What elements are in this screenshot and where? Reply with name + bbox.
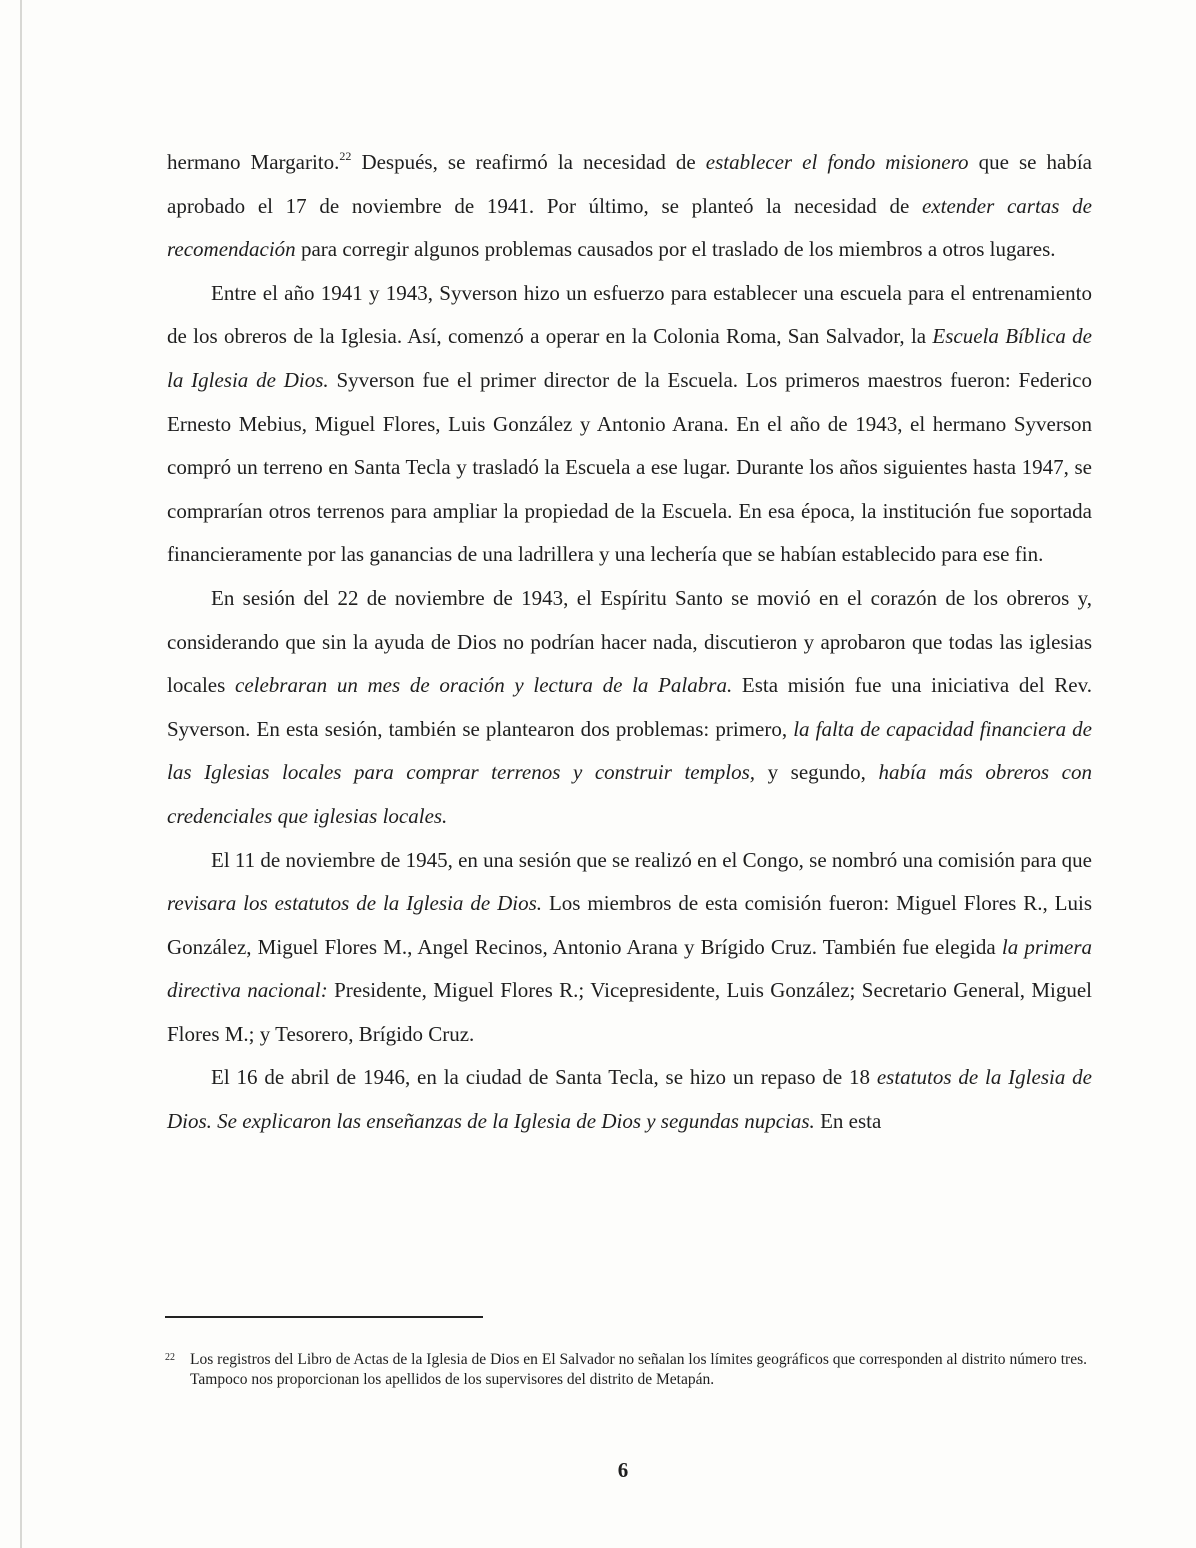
footnote-separator — [165, 1316, 483, 1318]
body-paragraph — [167, 577, 1092, 839]
paragraph-text: El 11 de noviembre de 1945, en una sesión que se realizó en el Congo, se nombró una comisión para que — [211, 847, 1092, 872]
paragraph-text: para corregir algunos problemas causados por el traslado de los miembros a otros lugares. — [295, 237, 1056, 262]
paragraph-text: Esta misión fue una iniciativa del Rev. Syverson. En esta sesión, también se plantearon dos problemas: primero, — [167, 673, 1092, 741]
footnote-marker: 22 — [165, 1352, 175, 1363]
emphasized-text: revisara los estatutos de la Iglesia de Dios. — [167, 891, 543, 916]
emphasized-text: extender cartas de recomendación — [167, 193, 1092, 262]
page-number: 6 — [617, 1458, 629, 1482]
body-paragraph — [167, 141, 1092, 272]
paragraph-text: Después, se reafirmó la necesidad de — [351, 150, 706, 174]
paragraph-text: El 16 de abril de 1946, en la ciudad de Santa Tecla, se hizo un repaso de 18 — [211, 1065, 877, 1090]
body-paragraph — [167, 839, 1092, 1057]
footnote-text: Los registros del Libro de Actas de la Iglesia de Dios en El Salvador no señalan los límites geográficos que corresponden al distrito número tres. Tampoco nos proporcionan los apellidos de los supervisores del distrito de Metapán. — [190, 1351, 1087, 1388]
emphasized-text: había más obreros con credenciales que iglesias locales. — [167, 760, 1092, 828]
emphasized-text: Escuela Bíblica de la Iglesia de Dios. — [167, 324, 1092, 392]
paragraph-text: hermano Margarito. — [167, 150, 340, 174]
paragraph-text: que se había aprobado el 17 de noviembre de 1941. Por último, se planteó la necesidad de — [167, 150, 1093, 218]
body-paragraph — [167, 1056, 1092, 1143]
emphasized-text: celebraran un mes de oración y lectura de la Palabra. — [235, 673, 733, 698]
emphasized-text: la falta de capacidad financiera de las Iglesias locales para comprar terrenos y construir templos, — [167, 716, 1092, 785]
page-body — [167, 141, 1092, 1144]
footnote — [165, 1350, 1087, 1390]
paragraph-text: Entre el año 1941 y 1943, Syverson hizo un esfuerzo para establecer una escuela para el entrenamiento de los obreros de la Iglesia. Así, comenzó a operar en la Colonia Roma, San Salvador, la — [167, 280, 1092, 349]
body-paragraph — [167, 272, 1092, 577]
paragraph-text: Presidente, Miguel Flores R.; Vicepresidente, Luis González; Secretario General, Miguel Flores M.; y Tesorero, Brígido Cruz. — [167, 978, 1093, 1046]
emphasized-text: establecer el fondo misionero — [705, 150, 969, 174]
paragraph-text: y segundo, — [755, 760, 879, 785]
paragraph-text: Los miembros de esta comisión fueron: Miguel Flores R., Luis González, Miguel Flores M., Angel Recinos, Antonio Arana y Brígido Cruz. También fue elegida — [167, 891, 1092, 959]
emphasized-text: estatutos de la Iglesia de Dios. Se explicaron las enseñanzas de la Iglesia de Dios y segundas nupcias. — [167, 1065, 1092, 1134]
emphasized-text: la primera directiva nacional: — [167, 934, 1093, 1003]
paragraph-text: En esta — [814, 1109, 882, 1134]
paragraph-text: Syverson fue el primer director de la Escuela. Los primeros maestros fueron: Federico Ernesto Mebius, Miguel Flores, Luis González y Antonio Arana. En el año de 1943, el hermano Syverson compró un terreno en Santa Tecla y trasladó la Escuela a ese lugar. Durante los años siguientes hasta 1947, se comprarían otros terrenos para ampliar la propiedad de la Escuela. En esa época, la institución fue soportada financieramente por las ganancias de una ladrillera y una lechería que se habían establecido para ese fin. — [167, 367, 1092, 567]
footnote-reference: 22 — [339, 149, 352, 163]
binding-edge — [20, 0, 22, 1548]
paragraph-text: En sesión del 22 de noviembre de 1943, el Espíritu Santo se movió en el corazón de los obreros y, considerando que sin la ayuda de Dios no podrían hacer nada, discutieron y aprobaron que todas las iglesias locales — [167, 585, 1092, 698]
